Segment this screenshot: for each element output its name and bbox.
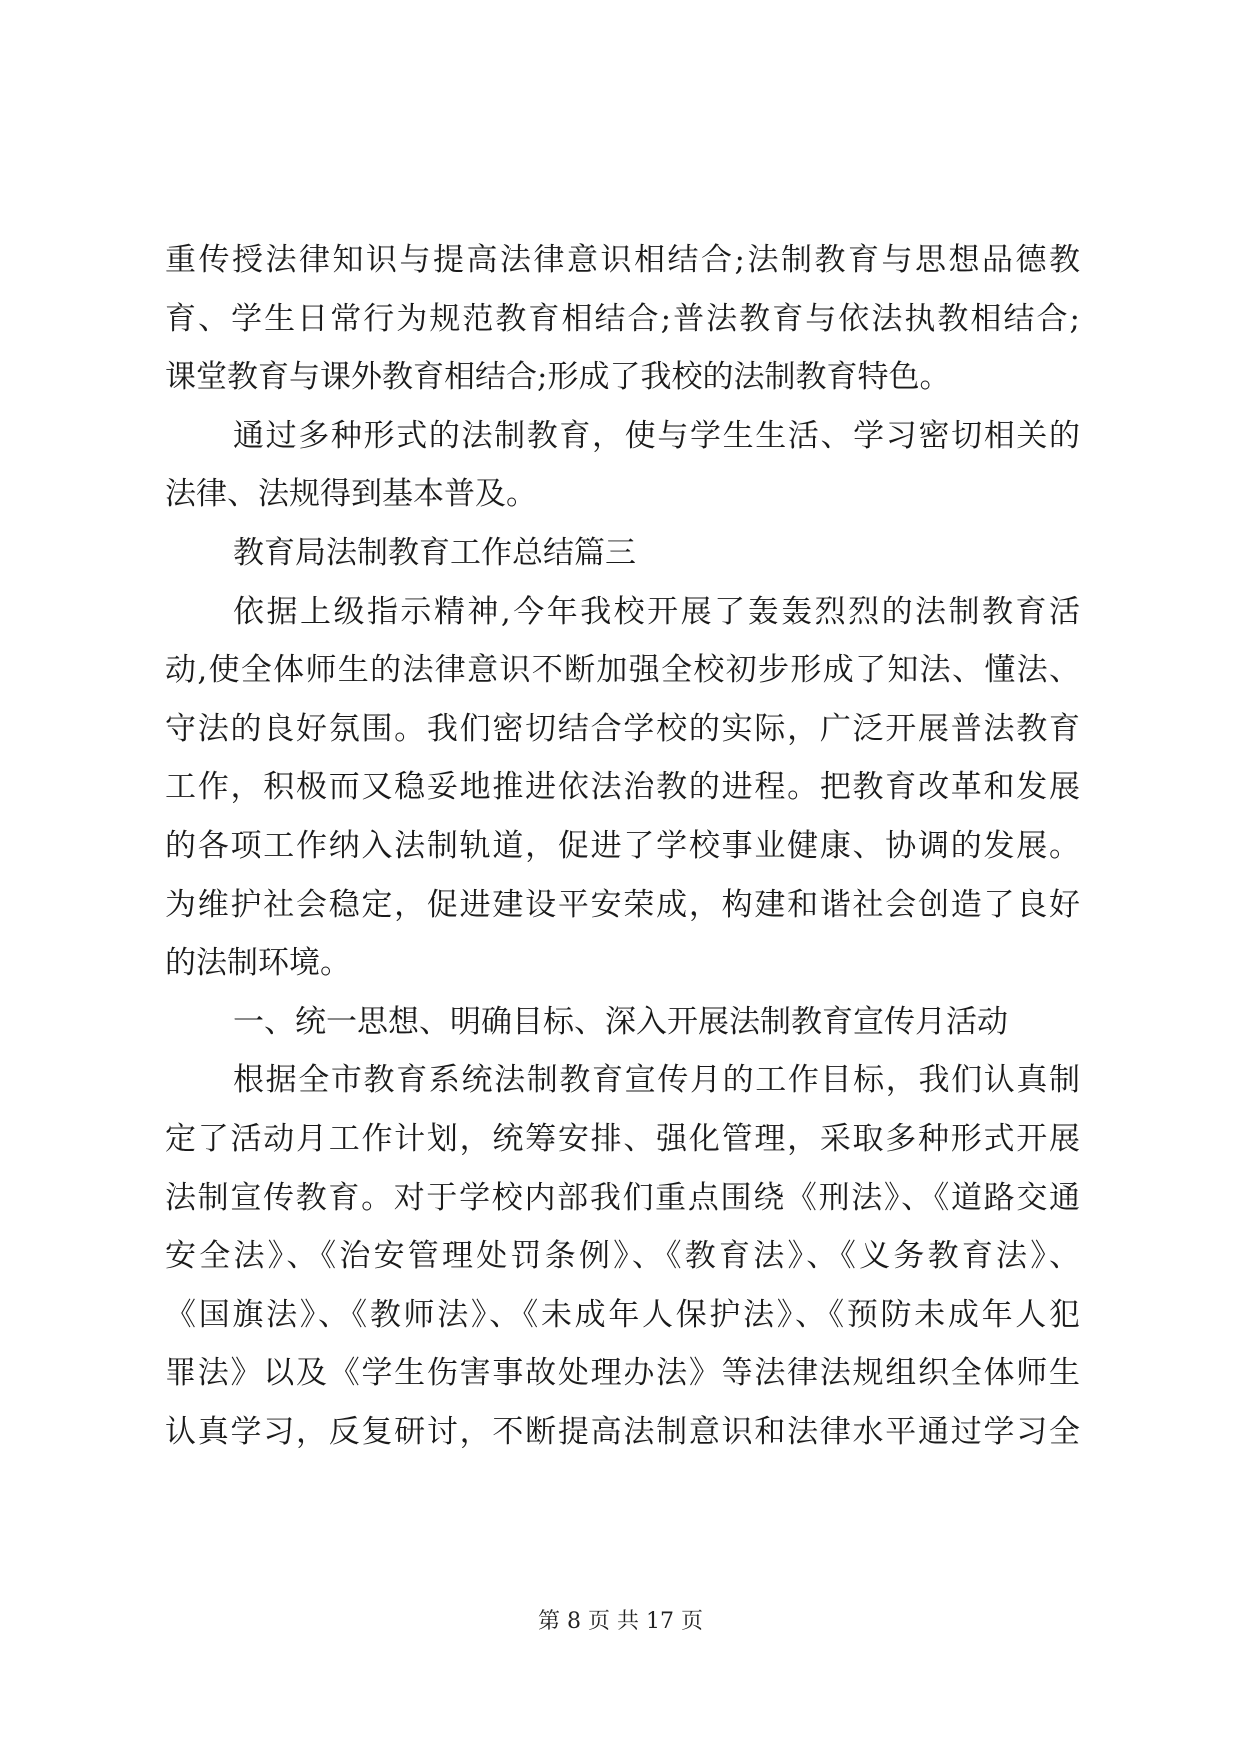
text-line: 认真学习，反复研讨，不断提高法制意识和法律水平通过学习全 (165, 1413, 1080, 1450)
text-line: 守法的良好氛围。我们密切结合学校的实际，广泛开展普法教育 (165, 710, 1080, 747)
text-line: 育、学生日常行为规范教育相结合;普法教育与依法执教相结合; (165, 300, 1080, 337)
text-line: 的法制环境。 (165, 945, 351, 982)
page-number: 第 8 页 共 17 页 (538, 1609, 703, 1634)
text-line: 通过多种形式的法制教育，使与学生生活、学习密切相关的 (233, 417, 1080, 454)
text-line: 的各项工作纳入法制轨道，促进了学校事业健康、协调的发展。 (165, 827, 1080, 864)
text-line: 根据全市教育系统法制教育宣传月的工作目标，我们认真制 (233, 1062, 1080, 1099)
text-line: 法律、法规得到基本普及。 (165, 476, 537, 513)
text-line: 《国旗法》、《教师法》、《未成年人保护法》、《预防未成年人犯 (165, 1296, 1080, 1333)
text-line: 罪法》以及《学生伤害事故处理办法》等法律法规组织全体师生 (165, 1355, 1080, 1392)
text-line: 课堂教育与课外教育相结合;形成了我校的法制教育特色。 (165, 359, 951, 396)
section-heading: 一、统一思想、明确目标、深入开展法制教育宣传月活动 (233, 1003, 1008, 1040)
text-line: 重传授法律知识与提高法律意识相结合;法制教育与思想品德教 (165, 242, 1080, 278)
text-line: 为维护社会稳定，促进建设平安荣成，构建和谐社会创造了良好 (165, 886, 1080, 923)
text-line: 安全法》、《治安管理处罚条例》、《教育法》、《义务教育法》、 (165, 1238, 1080, 1275)
text-line: 工作，积极而又稳妥地推进依法治教的进程。把教育改革和发展 (165, 769, 1080, 806)
text-line: 法制宣传教育。对于学校内部我们重点围绕《刑法》、《道路交通 (165, 1179, 1080, 1216)
text-line: 依据上级指示精神,今年我校开展了轰轰烈烈的法制教育活 (233, 593, 1080, 630)
section-heading: 教育局法制教育工作总结篇三 (233, 534, 636, 571)
text-line: 定了活动月工作计划，统筹安排、强化管理，采取多种形式开展 (165, 1120, 1080, 1157)
text-line: 动,使全体师生的法律意识不断加强全校初步形成了知法、懂法、 (165, 652, 1080, 689)
body-text (165, 231, 1080, 1461)
